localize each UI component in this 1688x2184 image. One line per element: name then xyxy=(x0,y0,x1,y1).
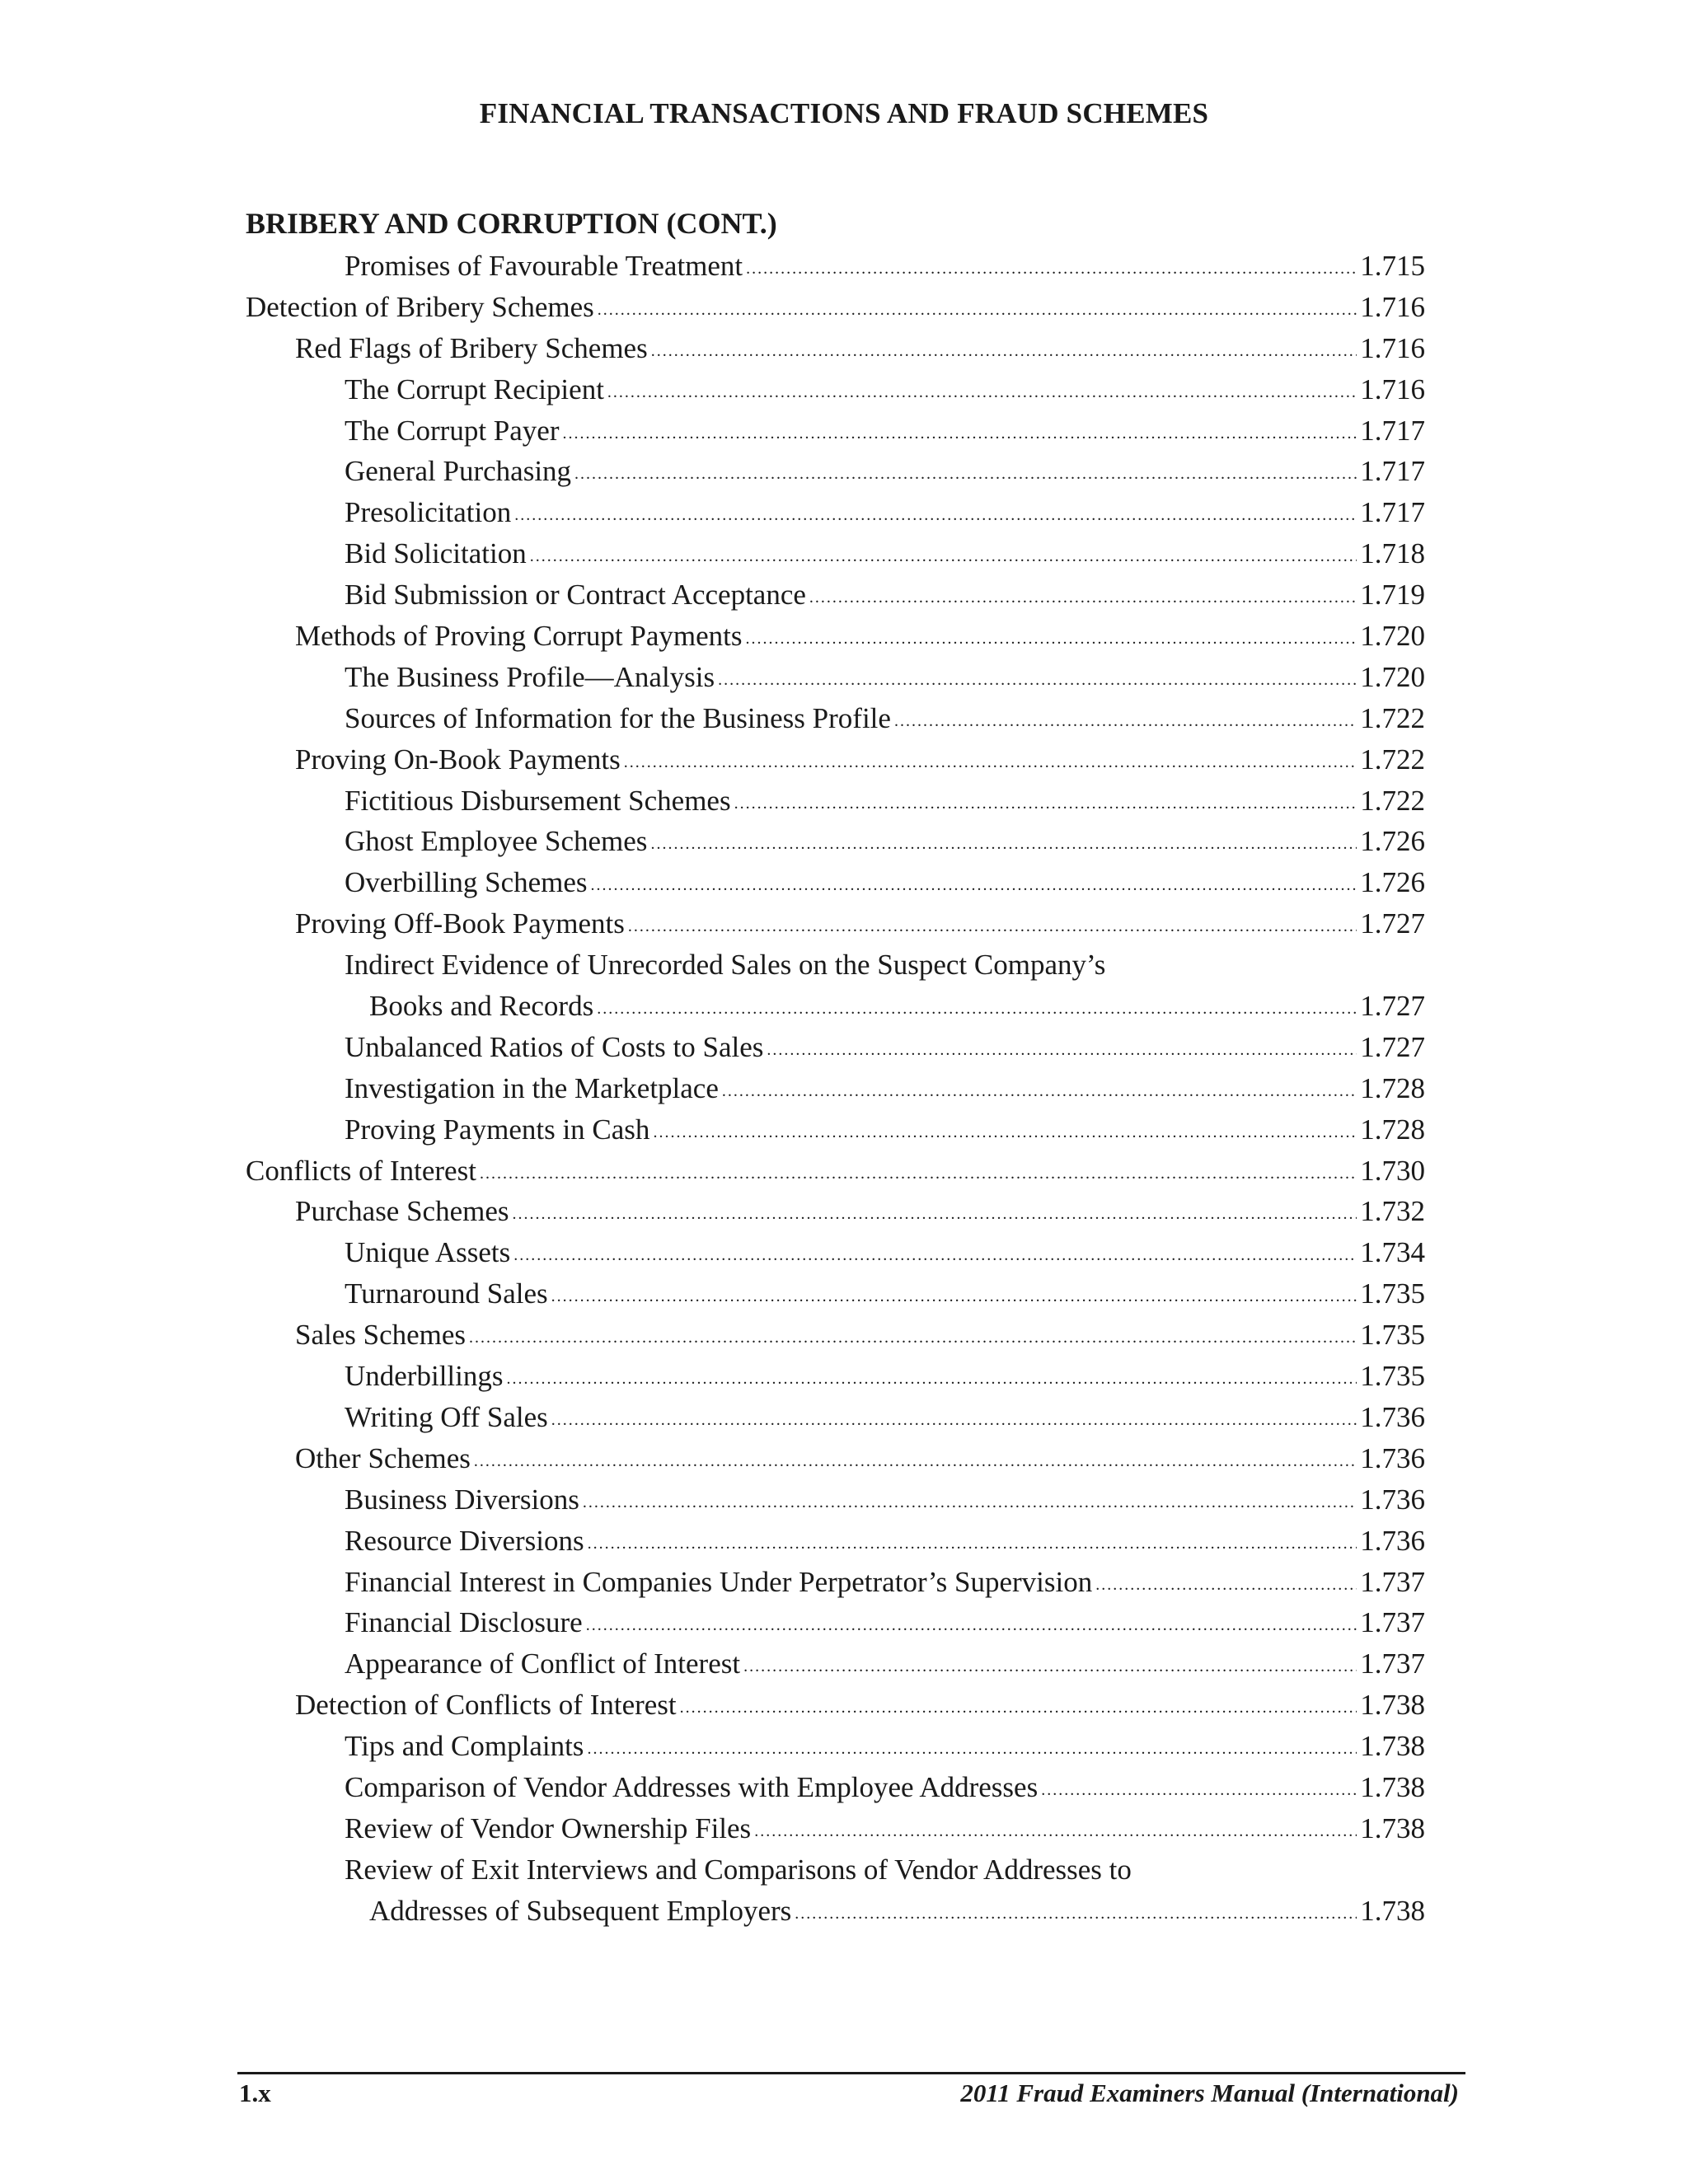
dot-leader xyxy=(597,989,1357,1030)
page-title: FINANCIAL TRANSACTIONS AND FRAUD SCHEMES xyxy=(479,97,1209,129)
toc-entry-title: Unbalanced Ratios of Costs to Sales xyxy=(345,1030,764,1063)
dot-leader xyxy=(650,824,1357,865)
toc-entry-title: Methods of Proving Corrupt Payments xyxy=(295,620,743,653)
toc-entry-title: Bid Submission or Contract Acceptance xyxy=(345,579,806,612)
dot-leader xyxy=(624,743,1357,784)
toc-entry xyxy=(246,1726,1425,1767)
toc-entry-title: Sources of Information for the Business Profile xyxy=(345,701,891,734)
dot-leader xyxy=(651,331,1357,373)
toc-entry xyxy=(246,1191,1425,1232)
dot-leader xyxy=(591,865,1357,907)
dot-leader xyxy=(551,1277,1357,1318)
dot-leader xyxy=(734,784,1357,825)
dot-leader xyxy=(680,1688,1357,1729)
dot-leader xyxy=(513,1235,1357,1277)
dot-leader xyxy=(530,537,1357,578)
toc-entry-title: Promises of Favourable Treatment xyxy=(345,250,743,282)
toc-entry-page: 1.737 xyxy=(1360,1565,1425,1598)
toc-entry-title: Comparison of Vendor Addresses with Employee Addresses xyxy=(345,1770,1039,1803)
footer-page-number: 1.x xyxy=(239,2079,271,2107)
section-heading: BRIBERY AND CORRUPTION (CONT.) xyxy=(246,207,777,240)
toc-entry-title: Red Flags of Bribery Schemes xyxy=(295,331,648,364)
toc-entry xyxy=(246,1027,1425,1068)
dot-leader xyxy=(469,1318,1357,1359)
toc-entry xyxy=(246,1808,1425,1849)
toc-entry xyxy=(246,1397,1425,1438)
toc-entry-title: General Purchasing xyxy=(345,455,572,488)
toc-entry-title: Writing Off Sales xyxy=(345,1400,548,1433)
toc-entry-title: Conflicts of Interest xyxy=(246,1154,476,1187)
toc-entry-title: Review of Vendor Ownership Files xyxy=(345,1811,752,1844)
toc-entry xyxy=(246,739,1425,780)
toc-entry xyxy=(246,986,1425,1027)
toc-entry-title: Turnaround Sales xyxy=(345,1277,548,1310)
dot-leader xyxy=(474,1441,1357,1483)
toc-entry-page: 1.728 xyxy=(1360,1113,1425,1146)
toc-entry-title: Resource Diversions xyxy=(345,1524,584,1557)
toc-entry-page: 1.728 xyxy=(1360,1071,1425,1104)
toc-entry-page: 1.735 xyxy=(1360,1277,1425,1310)
toc-entry-title: Proving Payments in Cash xyxy=(345,1113,650,1146)
dot-leader xyxy=(480,1154,1357,1195)
dot-leader xyxy=(809,578,1357,619)
toc-entry-page: 1.722 xyxy=(1360,784,1425,817)
toc-entry xyxy=(246,1109,1425,1151)
toc-entry xyxy=(246,1849,1425,1891)
toc-entry-title: Financial Interest in Companies Under Perpetrator’s Supervision xyxy=(345,1565,1093,1598)
dot-leader xyxy=(513,1194,1357,1235)
toc-entry xyxy=(246,246,1425,287)
toc-entry-title: Other Schemes xyxy=(295,1441,471,1474)
dot-leader xyxy=(587,1729,1357,1770)
toc-entry xyxy=(246,369,1425,410)
toc-entry-page: 1.736 xyxy=(1360,1400,1425,1433)
toc-entry xyxy=(246,657,1425,698)
toc-entry-title: Proving On-Book Payments xyxy=(295,743,621,776)
toc-entry-title: Proving Off-Book Payments xyxy=(295,907,625,940)
toc-entry-page: 1.738 xyxy=(1360,1689,1425,1722)
dot-leader xyxy=(795,1894,1357,1935)
toc-entry xyxy=(246,1562,1425,1603)
toc-entry xyxy=(246,287,1425,328)
toc-entry-page: 1.726 xyxy=(1360,866,1425,899)
table-of-contents xyxy=(246,246,1425,1932)
toc-entry-page: 1.722 xyxy=(1360,743,1425,776)
footer-publication-title: 2011 Fraud Examiners Manual (International) xyxy=(960,2079,1459,2107)
toc-entry-title: Ghost Employee Schemes xyxy=(345,825,648,858)
dot-leader xyxy=(562,414,1357,455)
toc-entry-page: 1.717 xyxy=(1360,496,1425,529)
toc-entry xyxy=(246,821,1425,862)
toc-entry-title: Purchase Schemes xyxy=(295,1195,509,1228)
toc-entry xyxy=(246,1479,1425,1521)
toc-entry-title: Overbilling Schemes xyxy=(345,866,588,899)
toc-entry-page: 1.718 xyxy=(1360,537,1425,570)
toc-entry-title: Fictitious Disbursement Schemes xyxy=(345,784,731,817)
dot-leader xyxy=(583,1483,1357,1524)
toc-entry xyxy=(246,944,1425,986)
toc-entry xyxy=(246,1356,1425,1397)
toc-entry xyxy=(246,862,1425,903)
toc-entry-page: 1.716 xyxy=(1360,373,1425,405)
toc-entry-page: 1.719 xyxy=(1360,579,1425,612)
toc-entry xyxy=(246,1521,1425,1562)
toc-entry xyxy=(246,1068,1425,1109)
dot-leader xyxy=(628,907,1357,948)
dot-leader xyxy=(767,1030,1357,1071)
toc-entry-page: 1.730 xyxy=(1360,1154,1425,1187)
toc-entry xyxy=(246,1643,1425,1685)
toc-entry-title: Detection of Conflicts of Interest xyxy=(295,1689,677,1722)
dot-leader xyxy=(598,290,1357,331)
toc-entry xyxy=(246,1685,1425,1726)
dot-leader xyxy=(746,249,1357,290)
toc-entry xyxy=(246,1232,1425,1273)
dot-leader xyxy=(653,1113,1357,1154)
toc-entry-title: Appearance of Conflict of Interest xyxy=(345,1647,741,1680)
toc-entry xyxy=(246,1438,1425,1479)
dot-leader xyxy=(574,454,1357,495)
toc-entry-page: 1.734 xyxy=(1360,1236,1425,1269)
toc-entry-title: Bid Solicitation xyxy=(345,537,527,570)
dot-leader xyxy=(745,619,1357,660)
toc-entry-page: 1.726 xyxy=(1360,825,1425,858)
toc-entry-page: 1.727 xyxy=(1360,907,1425,940)
toc-entry-title: The Corrupt Payer xyxy=(345,414,560,447)
toc-entry-page: 1.716 xyxy=(1360,331,1425,364)
toc-entry-title: Detection of Bribery Schemes xyxy=(246,290,594,323)
toc-entry-page: 1.735 xyxy=(1360,1319,1425,1352)
dot-leader xyxy=(514,495,1357,537)
toc-entry-page: 1.732 xyxy=(1360,1195,1425,1228)
dot-leader xyxy=(894,701,1357,743)
dot-leader xyxy=(586,1605,1357,1647)
toc-entry-page: 1.736 xyxy=(1360,1441,1425,1474)
toc-entry xyxy=(246,533,1425,574)
toc-entry xyxy=(246,1767,1425,1808)
toc-entry xyxy=(246,1315,1425,1356)
toc-entry xyxy=(246,1273,1425,1315)
toc-entry xyxy=(246,1151,1425,1192)
toc-entry xyxy=(246,574,1425,616)
toc-entry-page: 1.735 xyxy=(1360,1360,1425,1393)
toc-entry-page: 1.738 xyxy=(1360,1770,1425,1803)
toc-entry-title: Addresses of Subsequent Employers xyxy=(369,1894,792,1927)
dot-leader xyxy=(1095,1565,1357,1606)
toc-entry-page: 1.716 xyxy=(1360,290,1425,323)
toc-entry-page: 1.736 xyxy=(1360,1524,1425,1557)
toc-entry-page: 1.738 xyxy=(1360,1730,1425,1763)
toc-entry-page: 1.727 xyxy=(1360,1030,1425,1063)
toc-entry xyxy=(246,328,1425,369)
toc-entry-title: Indirect Evidence of Unrecorded Sales on the Suspect Company’s xyxy=(345,949,1106,982)
dot-leader xyxy=(718,660,1357,701)
toc-entry xyxy=(246,492,1425,533)
toc-entry-title: Sales Schemes xyxy=(295,1319,467,1352)
toc-entry-page: 1.720 xyxy=(1360,660,1425,693)
footer-divider xyxy=(237,2072,1465,2074)
toc-entry-page: 1.715 xyxy=(1360,250,1425,282)
toc-entry-page: 1.737 xyxy=(1360,1647,1425,1680)
toc-entry-page: 1.738 xyxy=(1360,1811,1425,1844)
dot-leader xyxy=(551,1400,1357,1441)
toc-entry-title: Business Diversions xyxy=(345,1483,579,1516)
toc-entry-title: Review of Exit Interviews and Comparisons of Vendor Addresses to xyxy=(345,1853,1132,1886)
toc-entry xyxy=(246,1602,1425,1643)
toc-entry-title: The Business Profile—Analysis xyxy=(345,660,715,693)
toc-entry xyxy=(246,451,1425,492)
toc-entry-page: 1.736 xyxy=(1360,1483,1425,1516)
toc-entry-page: 1.727 xyxy=(1360,990,1425,1023)
dot-leader xyxy=(588,1524,1357,1565)
toc-entry-page: 1.717 xyxy=(1360,414,1425,447)
toc-entry xyxy=(246,616,1425,657)
dot-leader xyxy=(607,373,1357,414)
toc-entry-title: Tips and Complaints xyxy=(345,1730,584,1763)
toc-entry-page: 1.722 xyxy=(1360,701,1425,734)
toc-entry-title: Books and Records xyxy=(369,990,594,1023)
toc-entry-page: 1.720 xyxy=(1360,620,1425,653)
toc-entry xyxy=(246,780,1425,822)
toc-entry xyxy=(246,1891,1425,1932)
toc-entry-title: Presolicitation xyxy=(345,496,512,529)
toc-entry-page: 1.738 xyxy=(1360,1894,1425,1927)
toc-entry xyxy=(246,410,1425,452)
toc-entry xyxy=(246,698,1425,739)
toc-entry-page: 1.737 xyxy=(1360,1606,1425,1639)
dot-leader xyxy=(506,1359,1357,1400)
toc-entry-title: Financial Disclosure xyxy=(345,1606,583,1639)
toc-entry-title: The Corrupt Recipient xyxy=(345,373,604,405)
dot-leader xyxy=(1041,1770,1357,1811)
toc-entry-title: Investigation in the Marketplace xyxy=(345,1071,719,1104)
toc-entry-title: Underbillings xyxy=(345,1360,504,1393)
toc-entry xyxy=(246,903,1425,944)
dot-leader xyxy=(754,1811,1357,1853)
dot-leader xyxy=(743,1647,1357,1688)
toc-entry-page: 1.717 xyxy=(1360,455,1425,488)
toc-entry-title: Unique Assets xyxy=(345,1236,511,1269)
dot-leader xyxy=(722,1071,1357,1113)
